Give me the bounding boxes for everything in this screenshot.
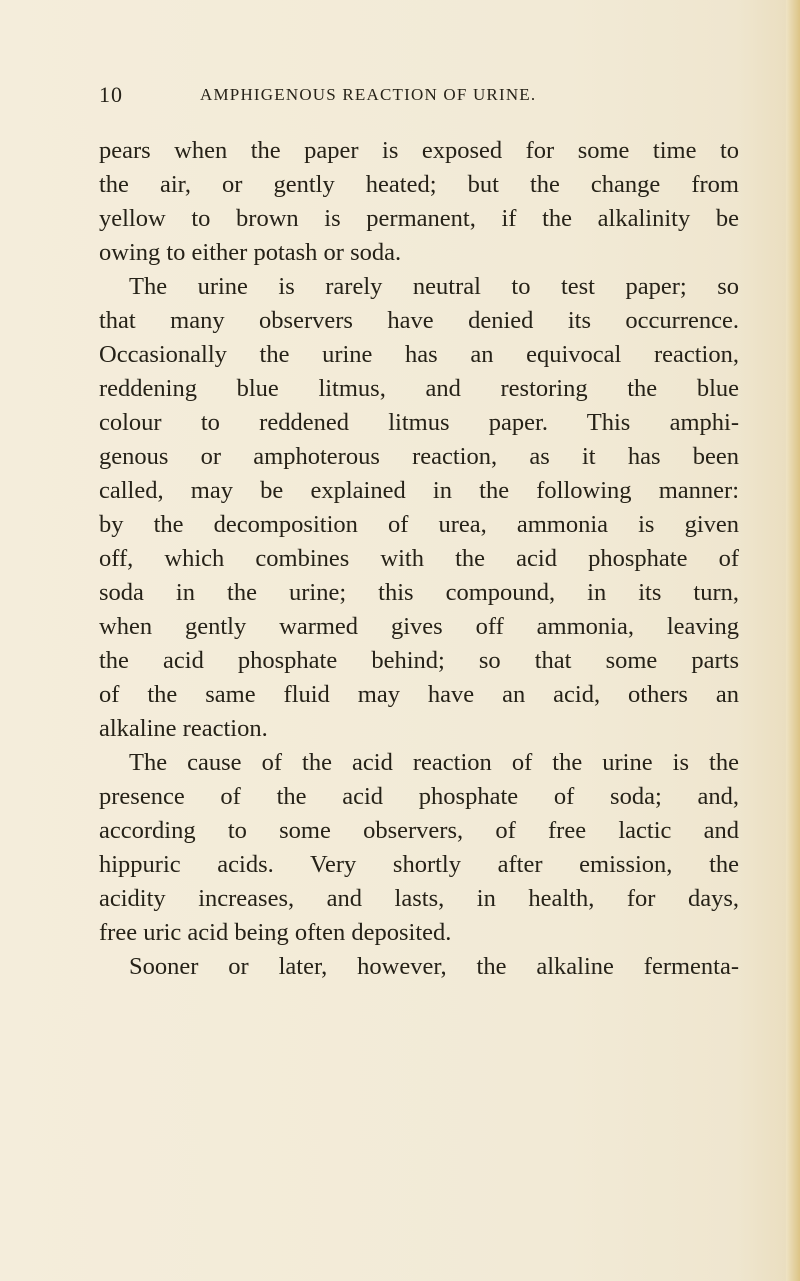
text-line: alkaline reaction. bbox=[99, 715, 268, 742]
text-line: the air, or gently heated; but the change from bbox=[99, 171, 739, 198]
text-line: that many observers have denied its occurrence. bbox=[99, 307, 739, 334]
page-edge bbox=[786, 0, 800, 1281]
text-line: off, which combines with the acid phosphate of bbox=[99, 545, 739, 572]
text-line: Sooner or later, however, the alkaline fermenta- bbox=[129, 953, 739, 980]
text-line: reddening blue litmus, and restoring the blue bbox=[99, 375, 739, 402]
text-line: according to some observers, of free lactic and bbox=[99, 817, 739, 844]
text-line: yellow to brown is permanent, if the alkalinity be bbox=[99, 205, 739, 232]
text-line: the acid phosphate behind; so that some parts bbox=[99, 647, 739, 674]
text-line: soda in the urine; this compound, in its turn, bbox=[99, 579, 739, 606]
text-line: called, may be explained in the following manner: bbox=[99, 477, 739, 504]
text-line: presence of the acid phosphate of soda; and, bbox=[99, 783, 739, 810]
text-line: The urine is rarely neutral to test paper; so bbox=[129, 273, 739, 300]
text-line: pears when the paper is exposed for some time to bbox=[99, 137, 739, 164]
running-title: AMPHIGENOUS REACTION OF URINE. bbox=[200, 85, 537, 104]
text-line: The cause of the acid reaction of the urine is the bbox=[129, 749, 739, 776]
text-line: Occasionally the urine has an equivocal reaction, bbox=[99, 341, 739, 368]
running-header bbox=[99, 82, 739, 112]
text-line: by the decomposition of urea, ammonia is given bbox=[99, 511, 739, 538]
text-line: hippuric acids. Very shortly after emission, the bbox=[99, 851, 739, 878]
text-line: colour to reddened litmus paper. This amphi- bbox=[99, 409, 739, 436]
text-line: free uric acid being often deposited. bbox=[99, 919, 452, 946]
text-line: genous or amphoterous reaction, as it has been bbox=[99, 443, 739, 470]
text-line: of the same fluid may have an acid, others an bbox=[99, 681, 739, 708]
text-line: when gently warmed gives off ammonia, leaving bbox=[99, 613, 739, 640]
body-text bbox=[99, 134, 739, 984]
text-line: acidity increases, and lasts, in health, for days, bbox=[99, 885, 739, 912]
text-line: owing to either potash or soda. bbox=[99, 239, 402, 266]
page-number: 10 bbox=[99, 82, 123, 107]
